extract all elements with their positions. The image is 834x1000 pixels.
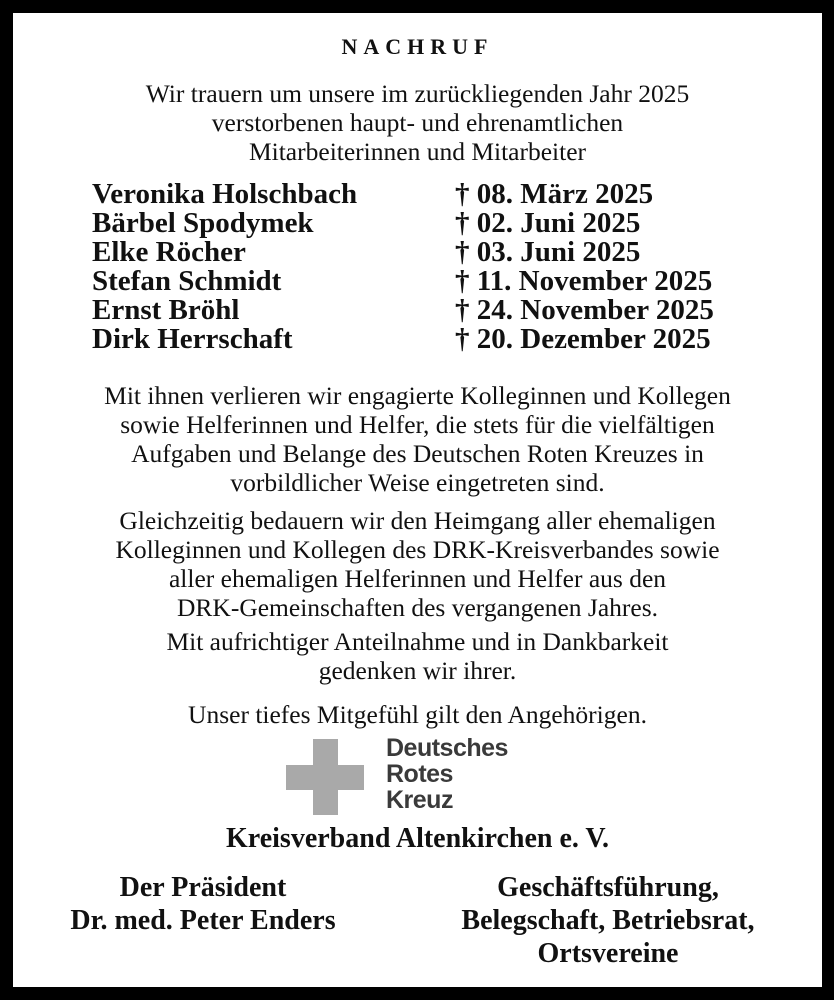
paragraph-4: Unser tiefes Mitgefühl gilt den Angehörigen. [188, 700, 647, 729]
signature-line: Der Präsident [119, 872, 287, 903]
text-line: sowie Helferinnen und Helfer, die stets für die vielfältigen [120, 410, 715, 439]
obituary-notice [13, 13, 822, 987]
deceased-row [92, 296, 714, 325]
signature-left [33, 871, 373, 937]
deceased-name: Elke Röcher [92, 236, 246, 268]
logo-line: Kreuz [386, 786, 453, 814]
text-line: Mit ihnen verlieren wir engagierte Kolleginnen und Kollegen [104, 381, 731, 410]
intro-line: Wir trauern um unsere im zurückliegenden Jahr 2025 [145, 79, 690, 108]
deceased-name: Ernst Bröhl [92, 294, 240, 326]
deceased-row [92, 209, 714, 238]
cross-icon [286, 765, 364, 790]
death-date: † 11. November 2025 [455, 265, 713, 297]
notice-title: NACHRUF [341, 34, 494, 59]
deceased-row [92, 267, 714, 296]
deceased-name: Veronika Holschbach [92, 178, 358, 210]
deceased-name: Stefan Schmidt [92, 265, 282, 297]
signature-right [413, 871, 803, 970]
death-date: † 08. März 2025 [455, 178, 654, 210]
death-date: † 03. Juni 2025 [455, 236, 641, 268]
signature-line: Geschäftsführung, [497, 872, 719, 903]
deceased-name: Bärbel Spodymek [92, 207, 314, 239]
logo-line: Deutsches [386, 734, 508, 762]
death-date: † 20. Dezember 2025 [455, 323, 711, 355]
text-line: gedenken wir ihrer. [318, 656, 517, 685]
signature-line: Dr. med. Peter Enders [70, 905, 336, 936]
signature-line: Belegschaft, Betriebsrat, [461, 905, 755, 936]
text-line: Gleichzeitig bedauern wir den Heimgang aller ehemaligen [119, 506, 716, 535]
logo-line: Rotes [386, 760, 453, 788]
logo-text [386, 735, 508, 813]
text-line: Aufgaben und Belange des Deutschen Roten Kreuzes in [131, 439, 704, 468]
organization-name: Kreisverband Altenkirchen e. V. [226, 823, 609, 854]
deceased-row [92, 238, 714, 267]
deceased-row [92, 325, 714, 354]
text-line: Kolleginnen und Kollegen des DRK-Kreisverbandes sowie [115, 535, 720, 564]
signature-line: Ortsvereine [537, 938, 679, 969]
deceased-row [92, 180, 714, 209]
text-line: DRK-Gemeinschaften des vergangenen Jahres. [176, 593, 659, 622]
drk-logo [286, 734, 546, 819]
intro-line: Mitarbeiterinnen und Mitarbeiter [248, 137, 587, 166]
text-line: aller ehemaligen Helferinnen und Helfer aus den [168, 564, 667, 593]
intro-text [13, 79, 822, 166]
text-line: Mit aufrichtiger Anteilnahme und in Dankbarkeit [166, 627, 669, 656]
death-date: † 24. November 2025 [455, 294, 714, 326]
text-line: vorbildlicher Weise eingetreten sind. [230, 468, 605, 497]
deceased-name: Dirk Herrschaft [92, 323, 293, 355]
paragraph-2 [13, 506, 822, 622]
deceased-list [92, 180, 714, 354]
paragraph-1 [13, 381, 822, 497]
paragraph-3 [13, 627, 822, 685]
intro-line: verstorbenen haupt- und ehrenamtlichen [211, 108, 624, 137]
death-date: † 02. Juni 2025 [455, 207, 641, 239]
